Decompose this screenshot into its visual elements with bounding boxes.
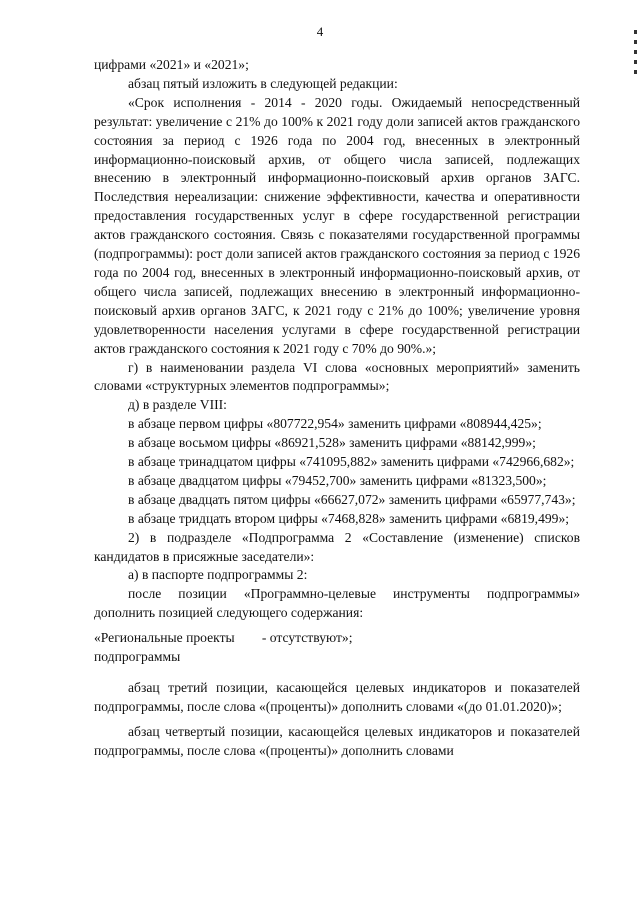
amendment-item: в абзаце двадцать пятом цифры «66627,072» заменить цифрами «65977,743»; (128, 491, 576, 507)
inserted-position-continued: подпрограммы (94, 649, 181, 665)
paragraph-quoted-result: «Срок исполнения - 2014 - 2020 годы. Ожидаемый непосредственный результат: увеличение с 21% до 100% к 2021 году доли записей актов гражданского состояния за период с 1926 года по 2004 год, внесенных в электронный информационно-поисковый архив, от общего числа записей, подлежащих внесению в электронный информационно-поисковый архив органов ЗАГС. Последствия нереализации: снижение эффективности, качества и оперативности предоставления государственных услуг в сфере государственной регистрации актов гражданского состояния. Связь с показателями государственной программы (подпрограммы): рост доли записей актов гражданского состояния за период с 1926 года по 2004 год, внесенных в электронный информационно-поисковый архив, от общего числа записей, подлежащих внесению в электронный информационно-поисковый архив органов ЗАГС, к 2021 году с 21% до 100%; увеличение уровня удовлетворенности населения услугами в сфере государственной регистрации актов гражданского состояния к 2021 году с 70% до 90%.»; (94, 94, 580, 356)
page-number: 4 (316, 24, 324, 39)
amendment-item: в абзаце первом цифры «807722,954» заменить цифрами «808944,425»; (128, 416, 542, 432)
amendment-item: в абзаце двадцатом цифры «79452,700» заменить цифрами «81323,500»; (128, 472, 547, 488)
inserted-position: «Региональные проекты - отсутствуют»; (94, 630, 353, 646)
document-body (94, 56, 580, 761)
paragraph: цифрами «2021» и «2021»; (94, 57, 249, 72)
paragraph: абзац четвертый позиции, касающейся целевых индикаторов и показателей подпрограммы, после слова «(проценты)» дополнить словами (94, 723, 580, 758)
paragraph: абзац третий позиции, касающейся целевых индикаторов и показателей подпрограммы, после слова «(проценты)» дополнить словами «(до 01.01.2020)»; (94, 680, 580, 714)
amendment-item: в абзаце тридцать втором цифры «7468,828» заменить цифрами «6819,499»; (128, 510, 570, 526)
paragraph: абзац пятый изложить в следующей редакции: (128, 75, 398, 91)
paragraph: г) в наименовании раздела VI слова «основных мероприятий» заменить словами «структурных элементов подпрограммы»; (94, 359, 580, 394)
paragraph: д) в разделе VIII: (128, 397, 227, 413)
paragraph: а) в паспорте подпрограммы 2: (128, 567, 308, 583)
paragraph: 2) в подразделе «Подпрограмма 2 «Составление (изменение) списков кандидатов в присяжные заседатели»: (94, 529, 580, 564)
amendment-item: в абзаце тринадцатом цифры «741095,882» заменить цифрами «742966,682»; (128, 454, 575, 470)
amendment-item: в абзаце восьмом цифры «86921,528» заменить цифрами «88142,999»; (128, 435, 536, 451)
paragraph: после позиции «Программно-целевые инструменты подпрограммы» дополнить позицией следующего содержания: (94, 586, 580, 621)
scan-margin-marks (634, 30, 638, 100)
